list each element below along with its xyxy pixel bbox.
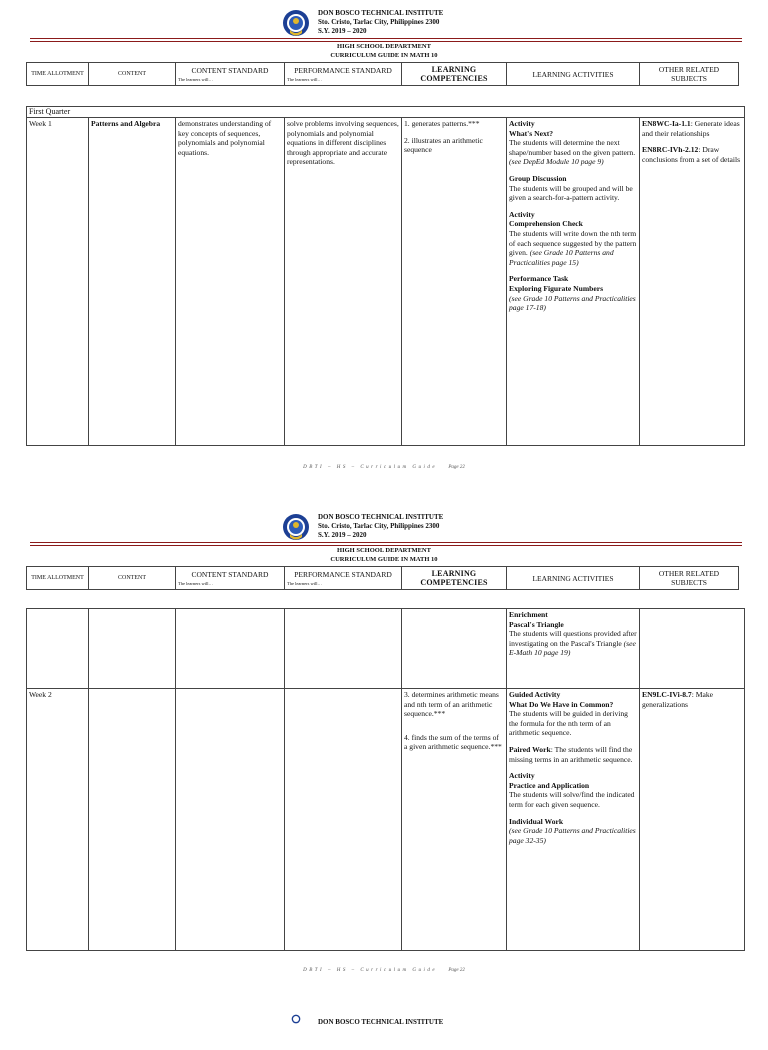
- col-content-standard: CONTENT STANDARD The learners will…: [176, 63, 285, 86]
- col-performance-standard: PERFORMANCE STANDARD The learners will…: [285, 63, 402, 86]
- related-subject: EN8WC-Ia-1.1: Generate ideas and their relationships: [642, 119, 740, 138]
- content-standard-cell: demonstrates understanding of key concepts of sequences, polynomials and polynomial equations.: [176, 118, 285, 446]
- related-subjects-cell: [640, 689, 745, 951]
- activity-text: The students will solve/find the indicated term for each given sequence.: [509, 790, 635, 809]
- activity-text: The students will questions provided after investigating on the Pascal's Triangle (see E-Math 10 page 19): [509, 629, 637, 658]
- school-name: DON BOSCO TECHNICAL INSTITUTE: [318, 1018, 444, 1026]
- performance-standard-cell: solve problems involving sequences, polynomials and polynomial equations in different disciplines through appropriate and accurate representations.: [285, 118, 402, 446]
- school-info: [318, 513, 443, 540]
- activity-name: Exploring Figurate Numbers: [509, 283, 604, 293]
- activity-title: Enrichment: [509, 610, 548, 619]
- week-cell: Week 1: [27, 118, 89, 446]
- guide-title: CURRICULUM GUIDE IN MATH 10: [330, 556, 438, 563]
- col-time-allotment: TIME ALLOTMENT: [27, 567, 89, 590]
- activity-ref: (see Grade 10 Patterns and Practicalities page 32-35): [509, 826, 636, 845]
- competencies-cell: [402, 689, 507, 951]
- school-address: Sto. Cristo, Tarlac City, Philippines 2300: [318, 18, 440, 26]
- week1-table: [26, 106, 745, 446]
- column-header-table: [26, 62, 739, 86]
- col-content-standard: CONTENT STANDARD The learners will…: [176, 567, 285, 590]
- activity-title: Guided Activity: [509, 690, 561, 699]
- competency-item: 4. finds the sum of the terms of a given arithmetic sequence.***: [404, 732, 502, 752]
- col-performance-standard: PERFORMANCE STANDARD The learners will…: [285, 567, 402, 590]
- activity-title: Performance Task: [509, 274, 569, 284]
- activity-title: Group Discussion: [509, 173, 567, 183]
- school-info: [318, 1018, 443, 1027]
- department-title: HIGH SCHOOL DEPARTMENT: [337, 43, 431, 50]
- page-footer: DBTI – HS – Curriculum Guide Page 22: [303, 465, 465, 470]
- week-cell: Week 2: [27, 689, 89, 951]
- activity-title: Individual Work: [509, 816, 564, 826]
- competency-item: 1. generates patterns.***: [404, 119, 480, 128]
- col-content: CONTENT: [89, 63, 176, 86]
- activity-title: Activity: [509, 209, 535, 219]
- school-name: DON BOSCO TECHNICAL INSTITUTE: [318, 513, 444, 521]
- school-year: S.Y. 2019 – 2020: [318, 27, 367, 35]
- column-header-table: [26, 566, 739, 590]
- activity-name: Comprehension Check: [509, 219, 583, 229]
- col-learning-competencies: LEARNING COMPETENCIES: [402, 567, 507, 590]
- school-name: DON BOSCO TECHNICAL INSTITUTE: [318, 9, 444, 17]
- activity-ref: (see Grade 10 Patterns and Practicalities page 17-18): [509, 293, 636, 313]
- school-address: Sto. Cristo, Tarlac City, Philippines 2300: [318, 522, 440, 530]
- activity-title: Activity: [509, 119, 535, 128]
- competency-item: 3. determines arithmetic means and nth term of an arithmetic sequence.***: [404, 690, 499, 719]
- related-subject: EN8RC-IVh-2.12: Draw conclusions from a set of details: [642, 145, 741, 164]
- activity-text: The students will write down the nth term of each sequence suggested by the pattern given. (see Grade 10 Patterns and Practicalities page 15): [509, 228, 637, 267]
- col-learning-activities: LEARNING ACTIVITIES: [507, 63, 640, 86]
- activity-text: The students will determine the next shape/number based on the given pattern. (see DepEd Module 10 page 9): [509, 138, 636, 167]
- activity-text: The students will be guided in deriving the formula for the nth term of an arithmetic sequence.: [509, 709, 628, 738]
- activity-name: What Do We Have in Common?: [509, 699, 614, 709]
- competency-item: 2. illustrates an arithmetic sequence: [404, 135, 483, 155]
- activity-title: Activity: [509, 771, 535, 781]
- competencies-cell: [402, 118, 507, 446]
- school-logo-icon: [281, 1014, 311, 1024]
- activity-name: Pascal's Triangle: [509, 619, 564, 629]
- school-logo-icon: [281, 8, 311, 38]
- activity-text: Paired Work: The students will find the missing terms in an arithmetic sequence.: [509, 744, 633, 764]
- quarter-label: First Quarter: [27, 107, 745, 118]
- school-info: [318, 9, 443, 36]
- school-year: S.Y. 2019 – 2020: [318, 531, 367, 539]
- school-logo-icon: [281, 512, 311, 542]
- department-title: HIGH SCHOOL DEPARTMENT: [337, 547, 431, 554]
- col-other-subjects: OTHER RELATED SUBJECTS: [640, 567, 739, 590]
- page-footer: DBTI – HS – Curriculum Guide Page 22: [303, 968, 465, 973]
- page-header: [0, 1014, 768, 1050]
- col-content: CONTENT: [89, 567, 176, 590]
- content-cell: Patterns and Algebra: [89, 118, 176, 446]
- guide-title: CURRICULUM GUIDE IN MATH 10: [330, 52, 438, 59]
- activities-cell: [507, 118, 640, 446]
- col-time-allotment: TIME ALLOTMENT: [27, 63, 89, 86]
- col-learning-activities: LEARNING ACTIVITIES: [507, 567, 640, 590]
- related-subject: EN9LC-IVi-8.7: Make generalizations: [642, 690, 714, 709]
- related-subjects-cell: [640, 118, 745, 446]
- activities-cell: [507, 689, 640, 951]
- activity-text: The students will be grouped and will be given a search-for-a-pattern activity.: [509, 183, 633, 203]
- activity-name: What's Next?: [509, 128, 554, 138]
- activity-name: Practice and Application: [509, 780, 590, 790]
- col-learning-competencies: LEARNING COMPETENCIES: [402, 63, 507, 86]
- col-other-subjects: OTHER RELATED SUBJECTS: [640, 63, 739, 86]
- week2-table: [26, 608, 745, 951]
- enrichment-cell: [507, 609, 640, 689]
